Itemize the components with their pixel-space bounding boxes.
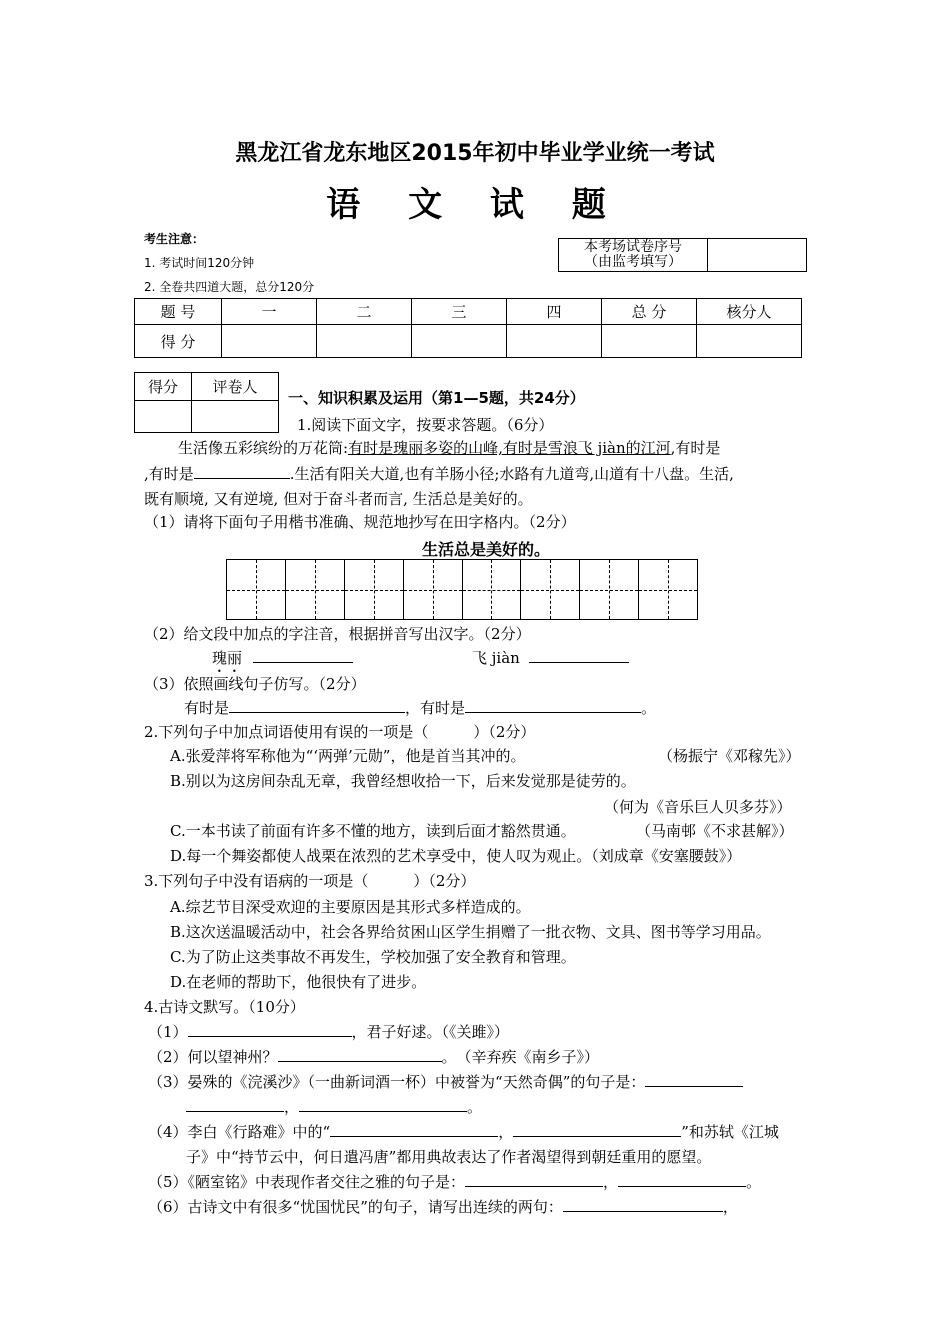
grid-cell[interactable] bbox=[521, 560, 580, 619]
q1-sub2: （2）给文段中加点的字注音，根据拼音写出汉字。（2分） bbox=[144, 625, 531, 643]
grader-score-field[interactable] bbox=[135, 401, 192, 433]
q1-sub1: （1）请将下面句子用楷书准确、规范地抄写在田字格内。（2分） bbox=[144, 513, 576, 531]
passage-text: 生活像五彩缤纷的万花筒: bbox=[178, 439, 349, 457]
imitation-prefix: ，有时是 bbox=[405, 699, 466, 717]
score-cell[interactable] bbox=[222, 325, 317, 358]
seat-number-label bbox=[559, 239, 708, 272]
q2-option-c-source: （马南邨《不求甚解》） bbox=[636, 822, 794, 840]
q1-passage-line2 bbox=[144, 463, 734, 484]
q4-item6 bbox=[148, 1196, 738, 1217]
grid-cell[interactable] bbox=[227, 560, 286, 619]
item-text: ”和苏轼《江城 bbox=[681, 1123, 779, 1141]
score-header: 四 bbox=[507, 299, 602, 325]
q2-option-d: D.每一个舞姿都使人战栗在浓烈的艺术享受中，使人叹为观止。（刘成章《安塞腰鼓》） bbox=[170, 847, 742, 865]
item-text: ，君子好逑。（《关雎》） bbox=[351, 1023, 510, 1041]
q4-item4-cont: 子》中“持节云中，何日遣冯唐”都用典故表达了作者渴望得到朝廷重用的愿望。 bbox=[186, 1148, 712, 1166]
score-cell[interactable] bbox=[412, 325, 507, 358]
q4-item4 bbox=[148, 1121, 779, 1142]
q1-sub2-a bbox=[212, 647, 353, 676]
passage-text: ,有时是 bbox=[144, 465, 194, 483]
recitation-blank[interactable] bbox=[278, 1047, 442, 1062]
q4-stem: 4.古诗文默写。（10分） bbox=[144, 998, 305, 1016]
score-row-label: 得 分 bbox=[135, 325, 222, 358]
grid-cell[interactable] bbox=[580, 560, 639, 619]
grader-label: 评卷人 bbox=[192, 373, 279, 401]
grid-cell[interactable] bbox=[463, 560, 522, 619]
score-header: 一 bbox=[222, 299, 317, 325]
q4-item3 bbox=[148, 1071, 743, 1092]
grid-cell[interactable] bbox=[404, 560, 463, 619]
recitation-blank[interactable] bbox=[188, 1022, 352, 1037]
recitation-blank[interactable] bbox=[563, 1197, 723, 1212]
item-text: （4）李白《行路难》中的“ bbox=[148, 1123, 331, 1141]
score-cell[interactable] bbox=[507, 325, 602, 358]
q1-passage-line1: 生活像五彩缤纷的万花筒:有时是瑰丽多姿的山峰,有时是雪浪飞 jiàn的江河,有时是 bbox=[178, 439, 721, 457]
tianzige-grid[interactable] bbox=[226, 559, 698, 620]
q2-option-a: A.张爱萍将军称他为“‘两弹’元勋”，他是首当其冲的。 bbox=[170, 747, 526, 765]
grader-box bbox=[134, 372, 279, 433]
grid-cell[interactable] bbox=[286, 560, 345, 619]
q1-sub2-b bbox=[472, 647, 629, 668]
grid-cell[interactable] bbox=[345, 560, 404, 619]
score-header: 三 bbox=[412, 299, 507, 325]
recitation-blank[interactable] bbox=[465, 1172, 603, 1187]
punctuation: ， bbox=[498, 1123, 514, 1141]
item-text: 。 （辛弃疾《南乡子》） bbox=[441, 1048, 600, 1066]
score-cell[interactable] bbox=[317, 325, 412, 358]
punctuation: 。 bbox=[746, 1173, 762, 1191]
recitation-blank[interactable] bbox=[186, 1097, 284, 1112]
q3-stem: 3.下列句子中没有语病的一项是（ ）（2分） bbox=[144, 872, 476, 890]
item-text: （5）《陋室铭》中表现作者交往之雅的句子是： bbox=[148, 1173, 466, 1191]
q2-option-c: C.一本书读了前面有许多不懂的地方，读到后面才豁然贯通。 bbox=[170, 822, 576, 840]
copy-sentence: 生活总是美好的。 bbox=[422, 540, 551, 559]
punctuation: ， bbox=[284, 1098, 300, 1116]
q3-option-c: C.为了防止这类事故不再发生，学校加强了安全教育和管理。 bbox=[170, 948, 576, 966]
q4-item1 bbox=[148, 1021, 509, 1042]
notice-item: 1. 考试时间120分钟 bbox=[144, 256, 255, 270]
recitation-blank[interactable] bbox=[618, 1172, 746, 1187]
q1-sub3-line bbox=[184, 697, 656, 718]
recitation-blank[interactable] bbox=[299, 1097, 467, 1112]
punctuation: ， bbox=[603, 1173, 619, 1191]
dotted-word: 瑰丽 bbox=[212, 649, 243, 667]
q2-option-b-source: （何为《音乐巨人贝多芬》） bbox=[604, 798, 792, 816]
punctuation: 。 bbox=[641, 699, 657, 717]
q2-option-b: B.别以为这房间杂乱无章，我曾经想收拾一下，后来发觉那是徒劳的。 bbox=[170, 772, 636, 790]
grader-score-label: 得分 bbox=[135, 373, 192, 401]
section1-heading: 一、知识积累及运用（第1—5题，共24分） bbox=[288, 389, 585, 407]
score-header: 二 bbox=[317, 299, 412, 325]
score-header: 总 分 bbox=[602, 299, 697, 325]
imitation-blank[interactable] bbox=[465, 698, 641, 713]
score-header: 题 号 bbox=[135, 299, 222, 325]
recitation-blank[interactable] bbox=[513, 1122, 681, 1137]
hanzi-answer-blank[interactable] bbox=[529, 648, 629, 663]
seat-label-line2: （由监考填写） bbox=[584, 254, 682, 270]
item-text: （2）何以望神州？ bbox=[148, 1048, 278, 1066]
seat-label-line1: 本考场试卷序号 bbox=[584, 239, 682, 255]
q2-option-a-source: （杨振宁《邓稼先》） bbox=[658, 747, 801, 765]
pinyin-prompt: 飞 jiàn bbox=[472, 649, 520, 667]
recitation-blank[interactable] bbox=[330, 1122, 498, 1137]
q3-option-d: D.在老师的帮助下，他很快有了进步。 bbox=[170, 973, 427, 991]
q4-item2 bbox=[148, 1046, 599, 1067]
recitation-blank[interactable] bbox=[645, 1072, 743, 1087]
passage-text: .生活有阳关大道,也有羊肠小径;水路有九道弯,山道有十八盘。生活, bbox=[289, 465, 734, 483]
q2-stem: 2.下列句子中加点词语使用有误的一项是（ ）（2分） bbox=[144, 723, 536, 741]
pinyin-answer-blank[interactable] bbox=[253, 648, 353, 663]
notice-item: 2. 全卷共四道大题，总分120分 bbox=[144, 280, 315, 294]
item-number: （1） bbox=[148, 1023, 188, 1041]
imitation-blank[interactable] bbox=[229, 698, 405, 713]
underlined-sentence: 有时是瑰丽多姿的山峰,有时是雪浪飞 jiàn的江河 bbox=[348, 439, 671, 457]
imitation-prefix: 有时是 bbox=[184, 699, 230, 717]
q1-passage-line3: 既有顺境, 又有逆境, 但对于奋斗者而言, 生活总是美好的。 bbox=[144, 490, 533, 508]
grader-name-field[interactable] bbox=[192, 401, 279, 433]
score-cell[interactable] bbox=[697, 325, 802, 358]
q1-stem: 1.阅读下面文字，按要求答题。（6分） bbox=[297, 416, 554, 434]
item-text: （6）古诗文中有很多“忧国忧民”的句子，请写出连续的两句： bbox=[148, 1198, 563, 1216]
q4-item3-cont bbox=[186, 1096, 482, 1117]
exam-title: 黑龙江省龙东地区2015年初中毕业学业统一考试 bbox=[235, 141, 715, 166]
q3-option-a: A.综艺节目深受欢迎的主要原因是其形式多样造成的。 bbox=[170, 898, 531, 916]
q4-item5 bbox=[148, 1171, 761, 1192]
score-header: 核分人 bbox=[697, 299, 802, 325]
item-text: （3）晏殊的《浣溪沙》（一曲新词酒一杯）中被誉为“天然奇偶”的句子是： bbox=[148, 1073, 646, 1091]
seat-number-field[interactable] bbox=[708, 239, 807, 272]
seat-number-box bbox=[558, 238, 807, 272]
subject-title: 语 文 试 题 bbox=[326, 185, 624, 225]
q3-option-b: B.这次送温暖活动中，社会各界给贫困山区学生捐赠了一批衣物、文具、图书等学习用品。 bbox=[170, 923, 771, 941]
punctuation: ， bbox=[722, 1198, 738, 1216]
passage-blank[interactable] bbox=[194, 464, 290, 479]
q1-sub3: （3）依照画线句子仿写。（2分） bbox=[144, 675, 366, 693]
score-table bbox=[134, 298, 802, 358]
grid-cell[interactable] bbox=[639, 560, 697, 619]
score-cell[interactable] bbox=[602, 325, 697, 358]
punctuation: 。 bbox=[467, 1098, 483, 1116]
notice-label: 考生注意： bbox=[144, 232, 205, 246]
